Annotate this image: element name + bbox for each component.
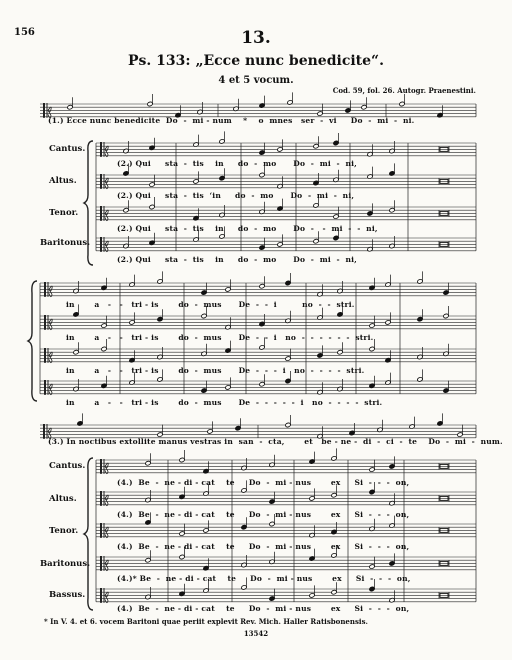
chant-lyric-2: (3.) In noctibus extollite manus vestras in san - cta, et be - ne - di - ci - te Do - mi - num. [48, 437, 503, 446]
system1-clef-3 [100, 237, 102, 252]
system2-lyric-2: in a - - tri - is do - mus De - - i no - - - - - - stri. [66, 333, 374, 342]
voice-label-tenor: Tenor. [49, 208, 79, 218]
system3-clef-3 [105, 560, 108, 571]
voice-label-bassus: Bassus. [49, 590, 86, 600]
chant-lyric-1: (1.) Ecce nunc benedicite Do - mi - num * o mnes ser - vi Do - mi - ni. [48, 116, 415, 125]
system1-lyric-cantus: (2.) Qui sta - tis in do - mo Do - mi - ni, [117, 159, 357, 168]
footnote: * In V. 4. et 6. vocem Baritoni quae periit explevit Rev. Mich. Haller Ratisbonensis. [44, 617, 368, 626]
system1-clef-2 [105, 210, 108, 221]
system1-clef-1 [104, 174, 105, 189]
system2-clef-3 [44, 380, 46, 395]
system2-clef-2 [44, 348, 46, 363]
system2-lyric-3: in a - - tri - is do - mus De - - - i no - - - - stri. [66, 366, 365, 375]
system2-clef-0 [44, 282, 46, 297]
voice-count: 4 et 5 vocum. [218, 75, 294, 86]
system3-clef-2 [104, 523, 105, 538]
system2-clef-2 [48, 348, 49, 363]
system3-lyric-altus: (4.) Be - ne - di - cat te Do - mi - nus ex Si - - - on, [117, 510, 410, 519]
system3-clef-1 [105, 495, 108, 506]
voice-label-tenor-2: Tenor. [49, 526, 79, 536]
system3-lyric-tenor: (4.) Be - ne - di - cat te Do - mi - nus ex Si - - - on, [117, 542, 410, 551]
system3-brace [84, 458, 93, 610]
piece-number: 13. [241, 28, 271, 48]
system3-clef-3 [104, 556, 105, 571]
system3-clef-1 [104, 491, 105, 506]
system2-clef-3 [48, 380, 49, 395]
voice-label-cantus: Cantus. [49, 144, 86, 154]
system2-lyric-4: in a - - tri - is do - mus De - - - - - i no - - - - stri. [66, 398, 383, 407]
system3-lyric-cantus: (4.) Be - ne - di - cat te Do - mi - nus ex Si - - - on, [117, 478, 410, 487]
system3-lyric-baritonus: (4.)* Be - ne - di - cat te Do - mi - nus ex Si - - - on, [117, 574, 411, 583]
source-note: Cod. 59, fol. 26. Autogr. Praenestini. [332, 86, 476, 95]
system1-clef-2 [104, 206, 105, 221]
system2-clef-0 [48, 282, 49, 297]
system3-clef-2 [100, 523, 102, 538]
chant1-clef [43, 103, 45, 118]
system1-clef-2 [100, 206, 102, 221]
system3-clef-0 [104, 459, 105, 474]
piece-title: Ps. 133: „Ecce nunc benedicite“. [128, 53, 384, 69]
system2-clef-2 [49, 352, 52, 363]
system3-clef-4 [105, 592, 108, 603]
system1-lyric-baritonus: (2.) Qui sta - tis in do - mo Do - mi - ni, [117, 255, 357, 264]
system2-clef-1 [48, 315, 49, 330]
system2-clef-0 [49, 286, 52, 297]
system2-clef-1 [49, 319, 52, 330]
system1-clef-1 [100, 174, 102, 189]
voice-label-altus-2: Altus. [49, 494, 77, 504]
system3-clef-3 [100, 556, 102, 571]
system1-clef-0 [100, 142, 102, 157]
system2-lyric-1: in a - - tri - is do - mus De - - i no - - stri. [66, 300, 355, 309]
page-number: 156 [14, 27, 35, 38]
system3-clef-2 [105, 527, 108, 538]
system2-clef-3 [49, 384, 52, 395]
voice-label-altus: Altus. [49, 176, 77, 186]
voice-label-baritonus: Baritonus. [40, 238, 91, 248]
system3-clef-4 [100, 588, 102, 603]
system1-lyric-tenor: (2.) Qui sta - tis in do - mo Do - - mi - - ni, [117, 224, 378, 233]
system1-clef-3 [105, 241, 108, 252]
system3-lyric-bassus: (4.) Be - ne - di - cat te Do - mi - nus ex Si - - - on, [117, 604, 410, 613]
system1-clef-0 [105, 146, 108, 157]
system2-clef-1 [44, 315, 46, 330]
system1-clef-0 [104, 142, 105, 157]
system1-clef-1 [105, 178, 108, 189]
plate-number: 13542 [243, 629, 269, 638]
system3-clef-0 [105, 463, 108, 474]
system3-clef-0 [100, 459, 102, 474]
voice-label-cantus-2: Cantus. [49, 461, 86, 471]
system1-lyric-altus: (2.) Qui sta - tis ʻin do - mo Do - mi - ni, [117, 191, 355, 200]
system2-brace [28, 281, 37, 401]
voice-label-baritonus-2: Baritonus. [40, 559, 91, 569]
system3-clef-4 [104, 588, 105, 603]
system1-clef-3 [104, 237, 105, 252]
system3-clef-1 [100, 491, 102, 506]
chant2-clef [43, 424, 45, 439]
